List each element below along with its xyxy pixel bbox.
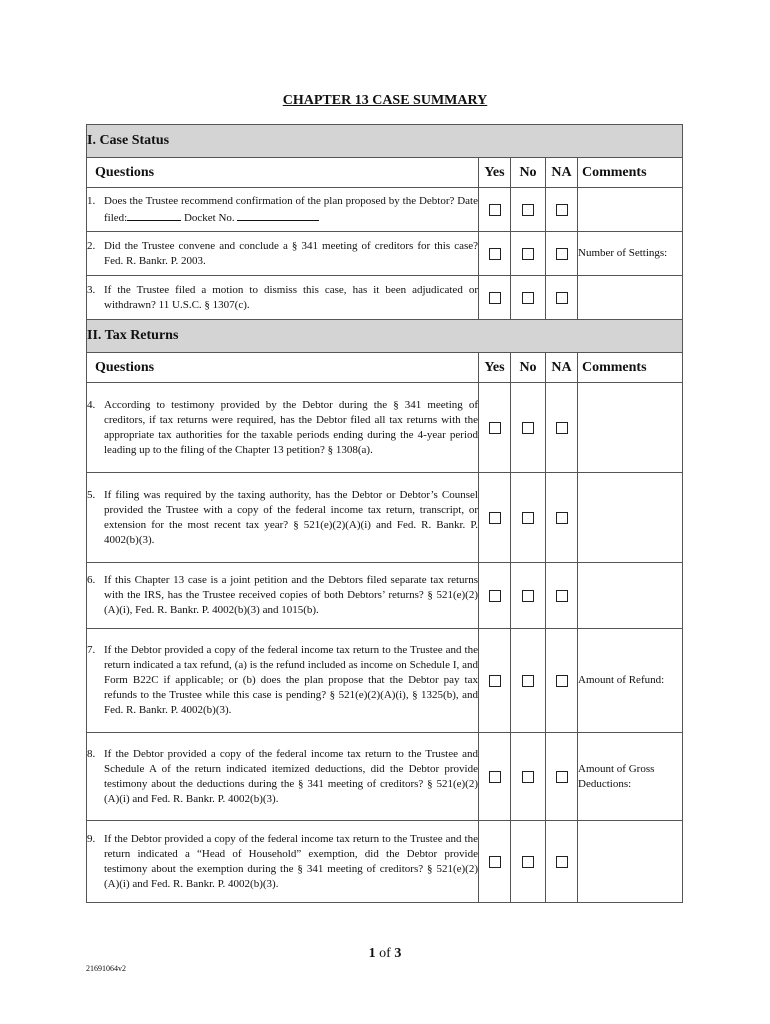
case-summary-table: [86, 124, 683, 903]
no-checkbox[interactable]: [522, 590, 534, 602]
yes-checkbox[interactable]: [489, 292, 501, 304]
question-row: [87, 563, 683, 629]
question-number: 2.: [87, 239, 96, 252]
question-cell: [87, 563, 479, 629]
yes-cell: [479, 821, 511, 903]
na-cell: [546, 733, 578, 821]
comment-cell[interactable]: Number of Settings:: [578, 232, 683, 276]
question-row: [87, 733, 683, 821]
docket-no-blank[interactable]: [237, 209, 319, 221]
comment-cell[interactable]: Amount of Gross Deductions:: [578, 733, 683, 821]
no-header: No: [511, 353, 546, 383]
question-number: 5.: [87, 488, 96, 501]
question-text: If filing was required by the taxing authority, has the Debtor or Debtor’s Counsel provided the Trustee with a copy of the federal income tax return, transcript, or extension for the most recent tax year? § 521(e)(2)(A)(i) and Fed. R. Bankr. P. 4002(b)(3).: [104, 488, 478, 546]
no-cell: [511, 232, 546, 276]
no-cell: [511, 629, 546, 733]
question-cell: [87, 232, 479, 276]
na-checkbox[interactable]: [556, 856, 568, 868]
na-header: NA: [546, 158, 578, 188]
na-checkbox[interactable]: [556, 422, 568, 434]
na-header: NA: [546, 353, 578, 383]
yes-cell: [479, 383, 511, 473]
question-row: [87, 188, 683, 232]
question-row: [87, 383, 683, 473]
question-body: [104, 747, 478, 807]
question-row: [87, 276, 683, 320]
na-checkbox[interactable]: [556, 204, 568, 216]
na-checkbox[interactable]: [556, 248, 568, 260]
na-checkbox[interactable]: [556, 771, 568, 783]
section-heading-row: [87, 125, 683, 158]
yes-checkbox[interactable]: [489, 204, 501, 216]
document-id: 21691064v2: [86, 964, 126, 973]
yes-checkbox[interactable]: [489, 771, 501, 783]
na-cell: [546, 276, 578, 320]
question-cell: [87, 188, 479, 232]
yes-cell: [479, 188, 511, 232]
no-checkbox[interactable]: [522, 204, 534, 216]
na-checkbox[interactable]: [556, 292, 568, 304]
page-current: 1: [368, 946, 376, 961]
question-body: [104, 573, 478, 618]
page-title: CHAPTER 13 CASE SUMMARY: [282, 93, 488, 108]
yes-cell: [479, 629, 511, 733]
question-body: [104, 239, 478, 269]
yes-cell: [479, 276, 511, 320]
comment-cell[interactable]: [578, 821, 683, 903]
question-number: 1.: [87, 194, 96, 207]
page-of: of: [375, 946, 395, 961]
no-checkbox[interactable]: [522, 422, 534, 434]
questions-header: Questions: [87, 353, 479, 383]
question-body: [104, 643, 478, 718]
questions-header: Questions: [87, 158, 479, 188]
question-body: [104, 488, 478, 548]
question-row: [87, 473, 683, 563]
yes-header: Yes: [479, 353, 511, 383]
na-checkbox[interactable]: [556, 675, 568, 687]
question-number: 7.: [87, 644, 96, 656]
comment-cell[interactable]: [578, 188, 683, 232]
question-body: [104, 194, 478, 226]
yes-cell: [479, 232, 511, 276]
yes-checkbox[interactable]: [489, 856, 501, 868]
question-text: Does the Trustee recommend confirmation of the plan proposed by the Debtor? Date filed:: [104, 194, 478, 224]
yes-cell: [479, 473, 511, 563]
question-body: [104, 832, 478, 892]
question-text: If this Chapter 13 case is a joint petition and the Debtors filed separate tax returns with the IRS, has the Trustee received copies of both Debtors’ returns? § 521(e)(2)(A)(i), Fed. R. Bankr. P. 4002(b)(3) and 1015(b).: [104, 574, 478, 616]
question-text-2: Docket No.: [181, 211, 238, 224]
question-text: If the Trustee filed a motion to dismiss this case, has it been adjudicated or withdrawn? 11 U.S.C. § 1307(c).: [104, 283, 478, 311]
column-header-row: [87, 158, 683, 188]
yes-checkbox[interactable]: [489, 512, 501, 524]
na-cell: [546, 232, 578, 276]
comment-cell[interactable]: Amount of Refund:: [578, 629, 683, 733]
question-body: [104, 398, 478, 458]
comments-header: Comments: [578, 158, 683, 188]
question-text: If the Debtor provided a copy of the federal income tax return to the Trustee and the return indicated a “Head of Household” exemption, did the Debtor provide testimony about the exemption during the § 341 meeting of creditors? § 521(e)(2)(A)(i) and Fed. R. Bankr. P. 4002(b)(3).: [104, 832, 478, 890]
question-cell: [87, 276, 479, 320]
question-cell: [87, 473, 479, 563]
question-text: Did the Trustee convene and conclude a § 341 meeting of creditors for this case? Fed. R. Bankr. P. 2003.: [104, 239, 478, 267]
no-cell: [511, 563, 546, 629]
question-text: If the Debtor provided a copy of the federal income tax return to the Trustee and the return indicated a tax refund, (a) is the refund included as income on Schedule I, and Form B22C if applicable; or (b) does the plan propose that the Debtor pay tax refunds to the Trustee while this case is pending? § 521(e)(2)(A)(i), § 1325(b), and Fed. R. Bankr. P. 4002(b)(3).: [104, 644, 478, 716]
page-number: [0, 946, 770, 962]
yes-header: Yes: [479, 158, 511, 188]
no-checkbox[interactable]: [522, 248, 534, 260]
section-heading: I. Case Status: [87, 125, 683, 158]
na-checkbox[interactable]: [556, 512, 568, 524]
no-header: No: [511, 158, 546, 188]
na-cell: [546, 821, 578, 903]
question-number: 4.: [87, 398, 96, 411]
question-cell: [87, 383, 479, 473]
question-text: If the Debtor provided a copy of the federal income tax return to the Trustee and Schedule A of the return indicated itemized deductions, did the Debtor provide testimony about the deductions during the § 341 meeting of creditors? § 521(e)(2)(A)(i) and Fed. R. Bankr. P. 4002(b)(3).: [104, 747, 478, 805]
no-cell: [511, 473, 546, 563]
question-cell: [87, 733, 479, 821]
page-total: 3: [394, 946, 402, 961]
yes-checkbox[interactable]: [489, 422, 501, 434]
question-number: 8.: [87, 747, 96, 760]
na-cell: [546, 473, 578, 563]
no-checkbox[interactable]: [522, 512, 534, 524]
section-heading-row: [87, 320, 683, 353]
yes-cell: [479, 733, 511, 821]
yes-checkbox[interactable]: [489, 675, 501, 687]
no-cell: [511, 188, 546, 232]
no-cell: [511, 383, 546, 473]
no-cell: [511, 276, 546, 320]
question-number: 9.: [87, 832, 96, 845]
yes-checkbox[interactable]: [489, 590, 501, 602]
question-text: According to testimony provided by the Debtor during the § 341 meeting of creditors, if tax returns were required, has the Debtor filed all tax returns with the appropriate tax authorities for the taxable periods ending during the 4-year period leading up to the filing of the Chapter 13 petition? § 1308(a).: [104, 398, 478, 456]
na-cell: [546, 188, 578, 232]
na-cell: [546, 629, 578, 733]
section-heading: II. Tax Returns: [87, 320, 683, 353]
comment-cell[interactable]: [578, 473, 683, 563]
comment-cell[interactable]: [578, 383, 683, 473]
na-cell: [546, 383, 578, 473]
question-number: 3.: [87, 283, 96, 296]
comments-header: Comments: [578, 353, 683, 383]
yes-checkbox[interactable]: [489, 248, 501, 260]
comment-cell[interactable]: [578, 276, 683, 320]
yes-cell: [479, 563, 511, 629]
comment-cell[interactable]: [578, 563, 683, 629]
no-checkbox[interactable]: [522, 292, 534, 304]
question-row: [87, 232, 683, 276]
date-filed-blank[interactable]: [127, 209, 181, 221]
question-body: [104, 283, 478, 313]
na-cell: [546, 563, 578, 629]
no-checkbox[interactable]: [522, 856, 534, 868]
no-checkbox[interactable]: [522, 675, 534, 687]
no-checkbox[interactable]: [522, 771, 534, 783]
question-row: [87, 629, 683, 733]
no-cell: [511, 821, 546, 903]
na-checkbox[interactable]: [556, 590, 568, 602]
no-cell: [511, 733, 546, 821]
column-header-row: [87, 353, 683, 383]
question-row: [87, 821, 683, 903]
question-number: 6.: [87, 574, 96, 586]
question-cell: [87, 629, 479, 733]
question-cell: [87, 821, 479, 903]
